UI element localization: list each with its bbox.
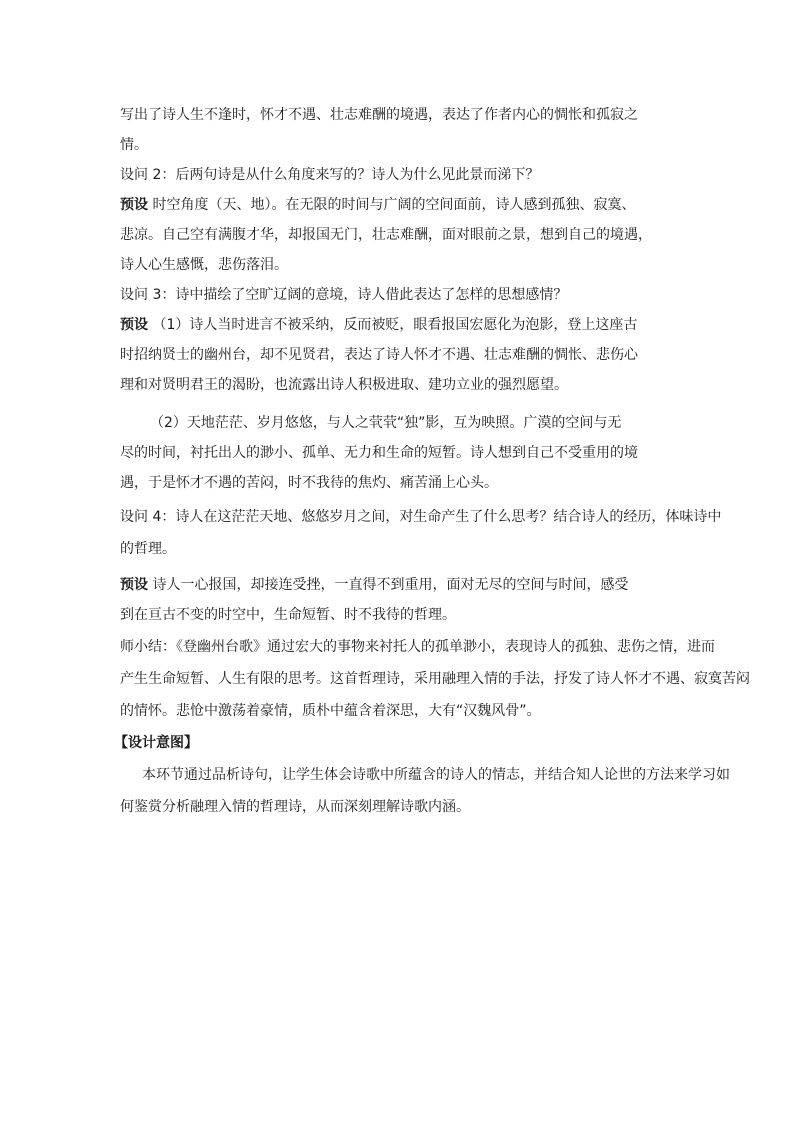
preset-label: 预设 <box>120 197 148 213</box>
teacher-summary: 师小结：《登幽州台歌》通过宏大的事物来衬托人的孤单渺小，表现诗人的孤独、悲伤之情，进而 <box>120 639 715 655</box>
answer-text: （1）诗人当时进言不被采纳，反而被贬，眼看报国宏愿化为泡影，登上这座古 <box>152 317 638 333</box>
teacher-summary: 产生生命短暂、人生有限的思考。这首哲理诗，采用融理入情的手法，抒发了诗人怀才不遇、寂寞苦闷 <box>120 671 750 687</box>
answer-text: 时空角度（天、地）。在无限的时间与广阔的空间面前，诗人感到孤独、寂寞、 <box>152 197 636 213</box>
answer-4-line: 到在亘古不变的时空中，生命短暂、时不我待的哲理。 <box>120 607 456 623</box>
answer-3-line: 理和对贤明君王的渴盼，也流露出诗人积极进取、建功立业的强烈愿望。 <box>120 377 568 393</box>
answer-3-line: （2）天地茫茫、岁月悠悠，与人之茕茕“独”影，互为映照。广漠的空间与无 <box>150 415 622 431</box>
design-intent-heading: 【设计意图】 <box>114 735 198 751</box>
answer-2-line: 诗人心生感慨，悲伤落泪。 <box>120 257 288 273</box>
answer-text: 诗人一心报国，却接连受挫，一直得不到重用，面对无尽的空间与时间，感受 <box>152 577 629 593</box>
answer-4-line <box>120 574 720 596</box>
question-3: 设问 3：诗中描绘了空旷辽阔的意境，诗人借此表达了怎样的思想感情？ <box>120 287 568 303</box>
answer-3-line <box>120 314 720 336</box>
design-intent-text: 何鉴赏分析融理入情的哲理诗，从而深刻理解诗歌内涵。 <box>120 799 470 815</box>
answer-3-line: 遇，于是怀才不遇的苦闷，时不我待的焦灼、痛苦涌上心头。 <box>120 475 498 491</box>
question-4: 设问 4：诗人在这茫茫天地、悠悠岁月之间，对生命产生了什么思考？结合诗人的经历，体味诗中 <box>120 509 722 525</box>
design-intent-text: 本环节通过品析诗句，让学生体会诗歌中所蕴含的诗人的情志，并结合知人论世的方法来学习如 <box>142 767 730 783</box>
question-4: 的哲理。 <box>120 541 176 557</box>
answer-3-line: 尽的时间，衬托出人的渺小、孤单、无力和生命的短暂。诗人想到自己不受重用的境 <box>120 445 638 461</box>
answer-2-line <box>120 194 720 216</box>
text-line: 写出了诗人生不逢时，怀才不遇、壮志难酬的境遇，表达了作者内心的惆怅和孤寂之 <box>120 107 638 123</box>
preset-label: 预设 <box>120 317 148 333</box>
question-2: 设问 2：后两句诗是从什么角度来写的？诗人为什么见此景而涕下？ <box>120 167 540 183</box>
answer-2-line: 悲凉。自己空有满腹才华，却报国无门，壮志难酬，面对眼前之景，想到自己的境遇， <box>120 227 652 243</box>
answer-3-line: 时招纳贤士的幽州台，却不见贤君，表达了诗人怀才不遇、壮志难酬的惆怅、悲伤心 <box>120 347 638 363</box>
text-line: 情。 <box>120 137 148 153</box>
preset-label: 预设 <box>120 577 148 593</box>
teacher-summary: 的情怀。悲怆中激荡着豪情，质朴中蕴含着深思，大有“汉魏风骨”。 <box>120 703 541 719</box>
